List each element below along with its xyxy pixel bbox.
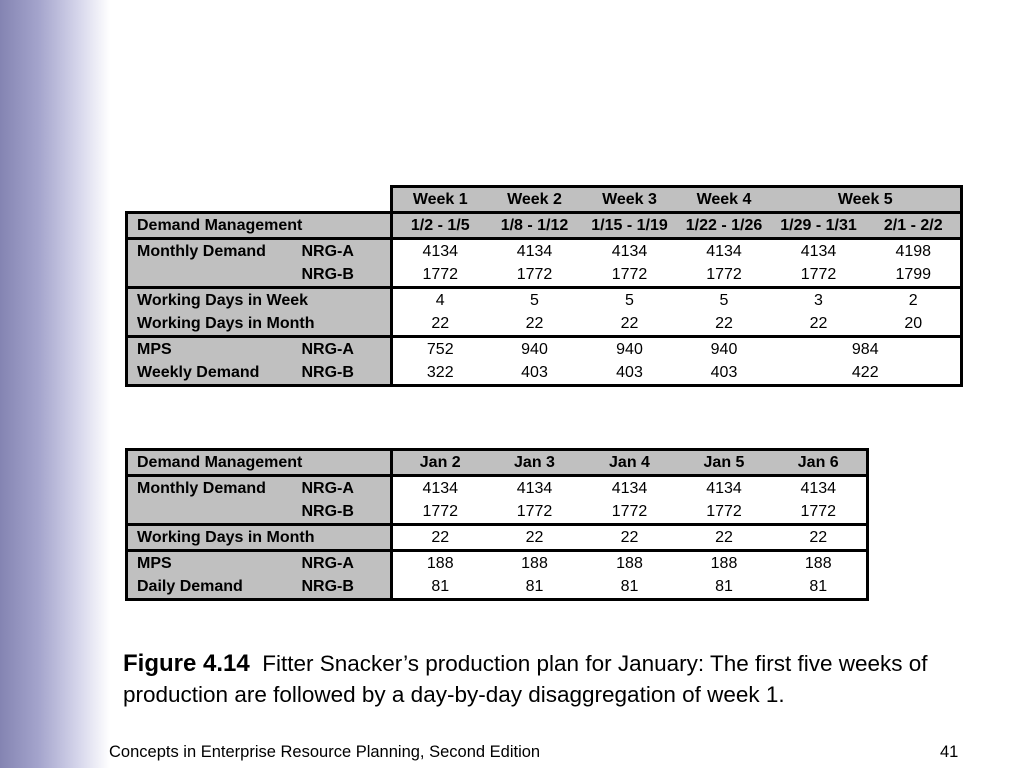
- table-row: [127, 288, 962, 313]
- cell-value: 4: [435, 292, 445, 309]
- cell-value: 984: [771, 337, 962, 362]
- cell-value: 4198: [867, 239, 962, 264]
- product-label: NRG-B: [302, 361, 392, 386]
- cell-value: 188: [771, 551, 868, 576]
- product-label: NRG-B: [302, 263, 392, 288]
- cell-value: 81: [771, 575, 868, 600]
- cell-value: 1772: [678, 263, 771, 288]
- cell-value: 4134: [771, 476, 868, 501]
- cell-value: 22: [582, 312, 678, 337]
- product-label: NRG-A: [302, 476, 392, 501]
- week-header: Week 4: [678, 187, 771, 213]
- table-row: [127, 500, 868, 525]
- product-label: NRG-B: [302, 500, 392, 525]
- cell-value: 81: [582, 575, 678, 600]
- week-header-row: [127, 187, 962, 213]
- table-row: [127, 476, 868, 501]
- product-label: NRG-A: [302, 337, 392, 362]
- cell-value: 22: [392, 312, 488, 337]
- table-row: [127, 239, 962, 264]
- cell-value: 4134: [800, 243, 837, 260]
- cell-value: 5: [719, 292, 729, 309]
- cell-value: 3: [814, 292, 823, 309]
- cell-value: 22: [771, 525, 868, 551]
- date-range: 1/22 - 1/26: [678, 213, 771, 239]
- cell-value: 81: [678, 575, 771, 600]
- cell-value: 188: [426, 555, 454, 572]
- cell-value: 4134: [611, 480, 648, 497]
- table-row: [127, 337, 962, 362]
- table-title: Demand Management: [127, 213, 392, 239]
- row-label: MPS: [127, 551, 302, 576]
- cell-value: 188: [710, 555, 738, 572]
- cell-value: 403: [678, 361, 771, 386]
- day-header: Jan 3: [488, 450, 582, 476]
- date-range: 1/2 - 1/5: [392, 213, 488, 239]
- daily-demand-table: [125, 448, 869, 601]
- table-title: Demand Management: [127, 450, 392, 476]
- slide-side-gradient: [0, 0, 110, 768]
- week-header: Week 2: [488, 187, 582, 213]
- cell-value: 4134: [611, 243, 648, 260]
- cell-value: 22: [392, 525, 488, 551]
- row-label: Weekly Demand: [127, 361, 302, 386]
- page-number: 41: [940, 743, 959, 761]
- product-label: NRG-A: [302, 551, 392, 576]
- cell-value: 1772: [582, 500, 678, 525]
- figure-caption: [123, 648, 993, 710]
- day-header: Jan 6: [771, 450, 868, 476]
- cell-value: 1772: [771, 263, 867, 288]
- row-label: MPS: [127, 337, 302, 362]
- figure-caption-text: Fitter Snacker’s production plan for January: The first five weeks of production are followed by a day-by-day disaggregation of week 1.: [123, 651, 928, 707]
- table-row: [127, 575, 868, 600]
- cell-value: 4134: [706, 243, 742, 260]
- cell-value: 1799: [867, 263, 962, 288]
- cell-value: 22: [678, 525, 771, 551]
- cell-value: 188: [521, 555, 548, 572]
- date-range: 1/15 - 1/19: [582, 213, 678, 239]
- day-header-row: [127, 450, 868, 476]
- row-label: Working Days in Week: [127, 288, 392, 313]
- cell-value: 4134: [706, 480, 742, 497]
- row-label: Working Days in Month: [127, 312, 392, 337]
- cell-value: 5: [530, 292, 539, 309]
- date-range: 1/29 - 1/31: [771, 213, 867, 239]
- cell-value: 4134: [422, 480, 459, 497]
- table-row: [127, 312, 962, 337]
- cell-value: 1772: [392, 500, 488, 525]
- weekly-demand-table: [125, 185, 963, 387]
- date-range: 1/8 - 1/12: [488, 213, 582, 239]
- row-label: Monthly Demand: [127, 476, 302, 501]
- cell-value: 403: [488, 361, 582, 386]
- cell-value: 20: [867, 312, 962, 337]
- cell-value: 4134: [516, 480, 553, 497]
- table-row: [127, 263, 962, 288]
- cell-value: 22: [488, 312, 582, 337]
- cell-value: 4134: [422, 243, 459, 260]
- table-row: [127, 525, 868, 551]
- cell-value: 81: [392, 575, 488, 600]
- cell-value: 188: [616, 555, 643, 572]
- cell-value: 22: [488, 525, 582, 551]
- cell-value: 422: [771, 361, 962, 386]
- cell-value: 940: [616, 341, 643, 358]
- cell-value: 940: [521, 341, 548, 358]
- week-header: Week 1: [392, 187, 488, 213]
- cell-value: 752: [426, 341, 454, 358]
- date-range: 2/1 - 2/2: [867, 213, 962, 239]
- day-header: Jan 2: [392, 450, 488, 476]
- cell-value: 322: [392, 361, 488, 386]
- cell-value: 1772: [392, 263, 488, 288]
- day-header: Jan 4: [582, 450, 678, 476]
- product-label: NRG-A: [302, 239, 392, 264]
- day-header: Jan 5: [678, 450, 771, 476]
- cell-value: 1772: [771, 500, 868, 525]
- table-row: [127, 551, 868, 576]
- cell-value: 22: [678, 312, 771, 337]
- figure-label: Figure 4.14: [123, 650, 250, 677]
- cell-value: 22: [771, 312, 867, 337]
- cell-value: 2: [867, 288, 962, 313]
- cell-value: 940: [710, 341, 738, 358]
- row-label: Monthly Demand: [127, 239, 302, 264]
- date-range-row: [127, 213, 962, 239]
- cell-value: 81: [488, 575, 582, 600]
- row-label: Daily Demand: [127, 575, 302, 600]
- cell-value: 22: [582, 525, 678, 551]
- week-header: Week 5: [771, 187, 962, 213]
- cell-value: 1772: [582, 263, 678, 288]
- table-row: [127, 361, 962, 386]
- footer-book-title: Concepts in Enterprise Resource Planning, Second Edition: [109, 743, 541, 761]
- cell-value: 403: [582, 361, 678, 386]
- cell-value: 4134: [516, 243, 553, 260]
- cell-value: 1772: [488, 263, 582, 288]
- cell-value: 5: [625, 292, 634, 309]
- cell-value: 1772: [678, 500, 771, 525]
- cell-value: 1772: [488, 500, 582, 525]
- week-header: Week 3: [582, 187, 678, 213]
- product-label: NRG-B: [302, 575, 392, 600]
- row-label: Working Days in Month: [127, 525, 392, 551]
